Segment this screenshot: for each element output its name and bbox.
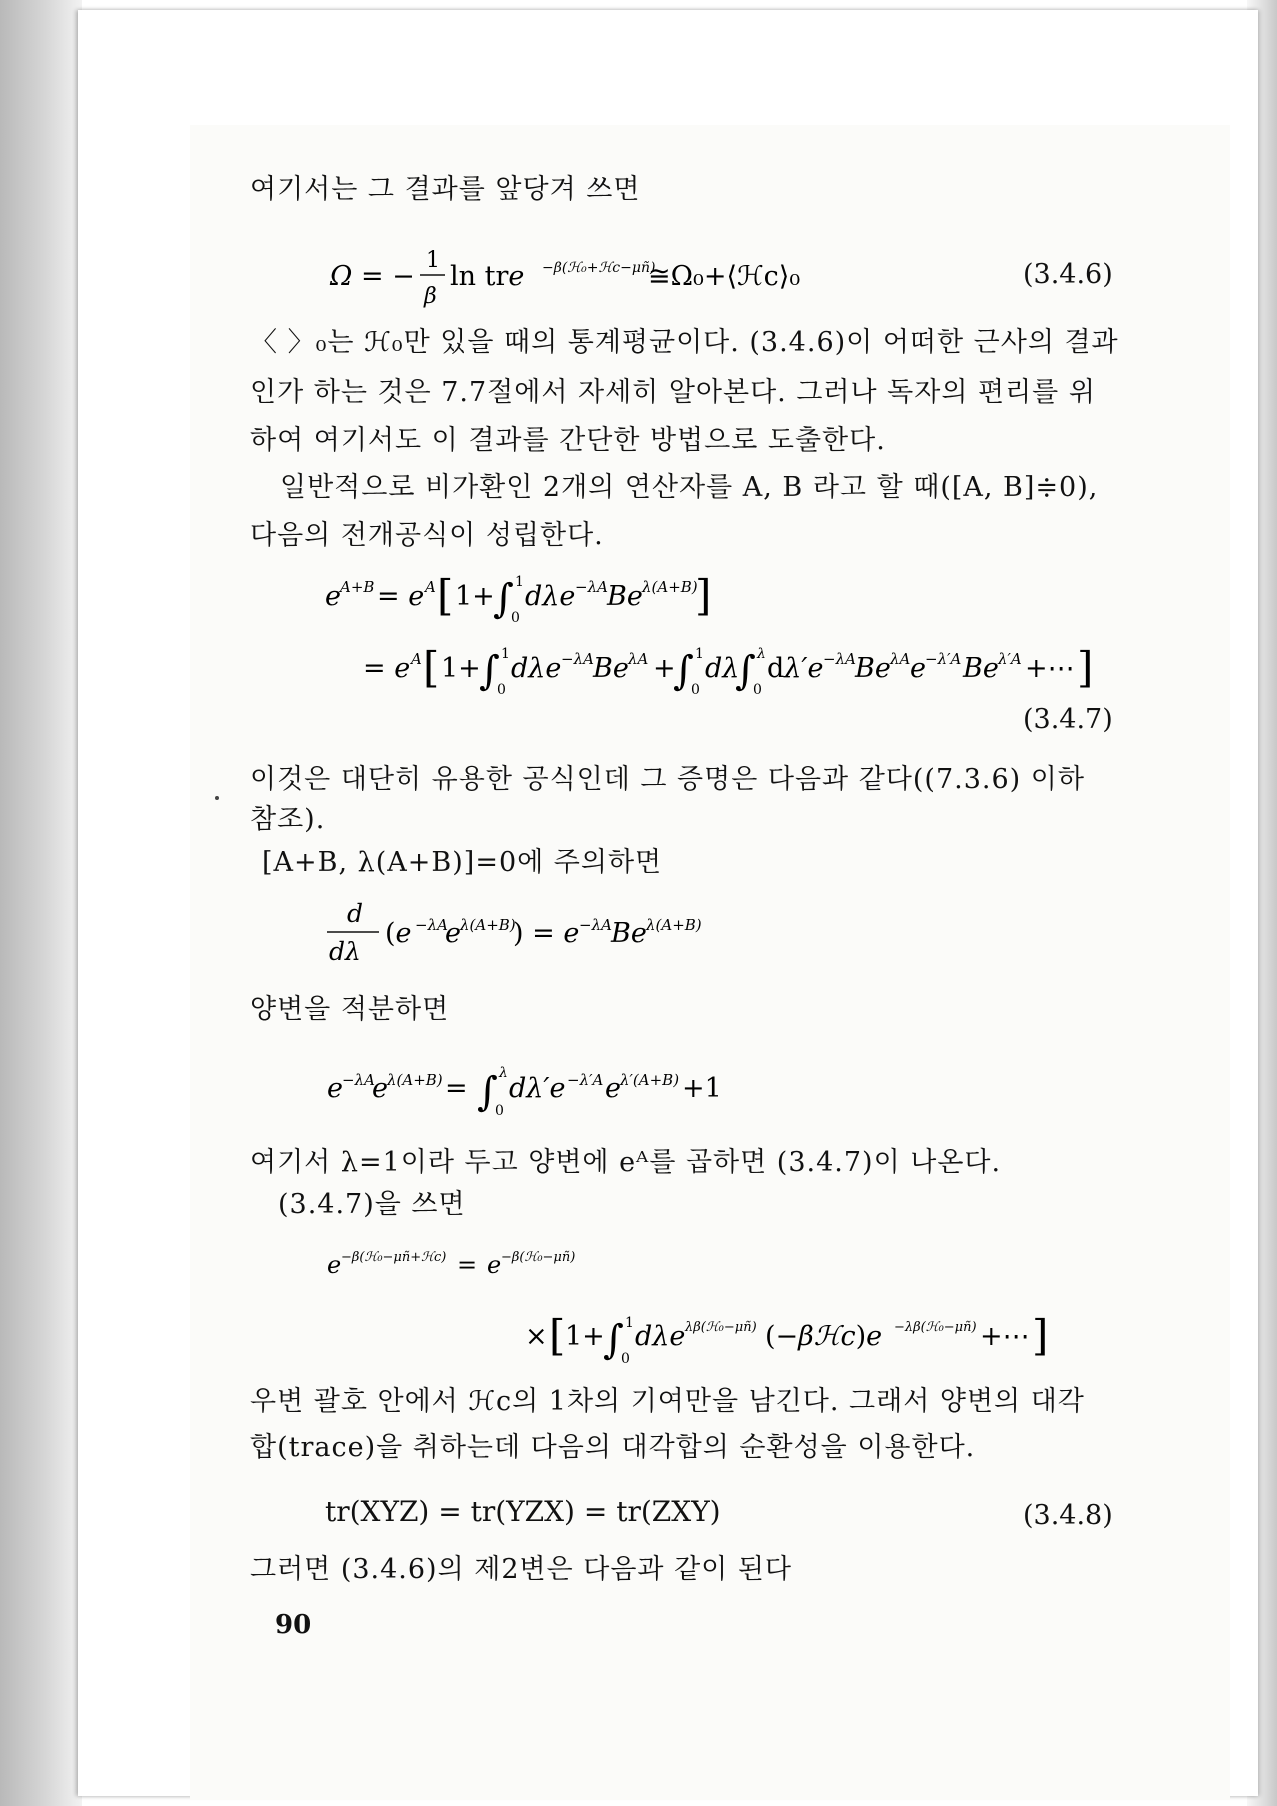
svg-text:1: 1 [515, 574, 524, 590]
svg-text:]: ] [1032, 1311, 1049, 1360]
svg-text:[: [ [437, 571, 454, 620]
equation-expansion [327, 1245, 1087, 1387]
svg-text:λ: λ [757, 646, 766, 662]
svg-text:1+: 1+ [455, 581, 495, 612]
svg-text:=: = [445, 1073, 468, 1104]
svg-text:e: e [605, 1073, 621, 1104]
equation-3-4-7 [325, 560, 1125, 732]
equation-3-4-7-render [325, 560, 1125, 720]
svg-text:≅Ω₀+⟨ℋc⟩₀: ≅Ω₀+⟨ℋc⟩₀ [648, 261, 801, 292]
text-line-6: 다음의 전개공식이 성립한다. [250, 520, 604, 551]
svg-text:(−βℋc)e: (−βℋc)e [765, 1321, 883, 1352]
svg-text:−λA: −λA [579, 916, 612, 934]
svg-text:e: e [372, 1073, 388, 1104]
text-line-2: 〈 〉₀는 ℋ₀만 있을 때의 통계평균이다. (3.4.6)이 어떠한 근사의 결과 [250, 327, 1119, 358]
text-line-1: 여기서는 그 결과를 앞당겨 쓰면 [250, 174, 641, 205]
svg-text:−λA: −λA [342, 1071, 375, 1089]
equation-3-4-6 [330, 245, 890, 327]
svg-text:dλ′e: dλ′e [509, 1073, 566, 1104]
svg-text:−λ′A: −λ′A [567, 1071, 604, 1089]
equation-derivative [327, 900, 747, 982]
svg-text:1: 1 [501, 646, 510, 662]
svg-text:∫: ∫ [479, 648, 500, 694]
svg-text:A: A [425, 578, 436, 596]
svg-text:e: e [327, 1073, 343, 1104]
equation-derivative-render [327, 900, 747, 970]
svg-text:1: 1 [695, 646, 704, 662]
svg-text:∫: ∫ [493, 576, 514, 622]
text-line-14: 합(trace)을 취하는데 다음의 대각합의 순환성을 이용한다. [250, 1432, 976, 1463]
svg-text:dλ: dλ [705, 653, 740, 684]
text-line-13: 우변 괄호 안에서 ℋc의 1차의 기여만을 남긴다. 그래서 양변의 대각 [250, 1386, 1085, 1417]
svg-text:1: 1 [625, 1315, 634, 1331]
svg-text:Be: Be [963, 653, 999, 684]
svg-text:+: + [653, 653, 676, 684]
svg-text:λ(A+B): λ(A+B) [642, 578, 698, 596]
svg-text:−λβ(ℋ₀−μñ): −λβ(ℋ₀−μñ) [894, 1320, 977, 1335]
svg-text:1+: 1+ [441, 653, 481, 684]
svg-text:β: β [424, 284, 437, 309]
svg-text:×: × [525, 1321, 548, 1352]
svg-text:e: e [487, 1251, 502, 1279]
svg-text:e: e [327, 1251, 342, 1279]
equation-integral-render [327, 1055, 787, 1125]
svg-text:λ′A: λ′A [998, 650, 1022, 668]
text-line-10: 양변을 적분하면 [250, 994, 450, 1025]
svg-text:e: e [445, 918, 461, 949]
svg-text:0: 0 [497, 682, 506, 698]
svg-text:dλe: dλe [635, 1321, 686, 1352]
svg-text:+⋯: +⋯ [980, 1321, 1030, 1352]
text-line-7: 이것은 대단히 유용한 공식인데 그 증명은 다음과 같다((7.3.6) 이하 [250, 764, 1085, 795]
svg-text:ln tre: ln tre [450, 261, 525, 292]
svg-text:Be: Be [593, 653, 629, 684]
svg-text:= e: = e [377, 581, 425, 612]
svg-text:[: [ [423, 643, 440, 692]
svg-text:A: A [411, 650, 422, 668]
svg-text:0: 0 [495, 1103, 504, 1119]
svg-text:dλe: dλe [511, 653, 562, 684]
svg-text:Ω = −: Ω = − [330, 261, 415, 292]
svg-text:−β(ℋ₀+ℋc−μñ): −β(ℋ₀+ℋc−μñ) [542, 260, 656, 276]
book-edge-left [0, 0, 82, 1806]
scan-speck [215, 796, 219, 800]
svg-text:λA: λA [890, 650, 911, 668]
svg-text:d: d [347, 899, 364, 928]
svg-text:=: = [457, 1251, 478, 1279]
svg-text:−λA: −λA [415, 916, 448, 934]
svg-text:[: [ [549, 1311, 566, 1360]
equation-integral [327, 1055, 787, 1137]
equation-number-3-4-6: (3.4.6) [1023, 259, 1113, 290]
equation-number-3-4-8: (3.4.8) [1023, 1500, 1113, 1531]
svg-text:λ(A+B): λ(A+B) [387, 1071, 443, 1089]
svg-text:Be: Be [607, 581, 643, 612]
svg-text:dλ′e: dλ′e [767, 653, 824, 684]
svg-text:Be: Be [611, 918, 647, 949]
svg-text:−λA: −λA [575, 578, 608, 596]
svg-text:A+B: A+B [340, 578, 375, 596]
equation-3-4-6-render [330, 245, 890, 315]
text-line-11: 여기서 λ=1이라 두고 양변에 eᴬ를 곱하면 (3.4.7)이 나온다. [250, 1147, 1002, 1178]
svg-text:0: 0 [691, 682, 700, 698]
text-line-9: [A+B, λ(A+B)]=0에 주의하면 [262, 847, 663, 878]
equation-expansion-render [327, 1245, 1087, 1375]
svg-text:]: ] [695, 571, 712, 620]
text-line-15: 그러면 (3.4.6)의 제2변은 다음과 같이 된다 [250, 1554, 793, 1585]
equation-3-4-8: tr(XYZ) = tr(YZX) = tr(ZXY) [325, 1495, 721, 1528]
svg-text:λ(A+B): λ(A+B) [646, 916, 702, 934]
svg-text:λβ(ℋ₀−μñ): λβ(ℋ₀−μñ) [685, 1320, 757, 1335]
svg-text:Be: Be [855, 653, 891, 684]
svg-text:−λA: −λA [823, 650, 856, 668]
svg-text:λ(A+B): λ(A+B) [460, 916, 516, 934]
svg-text:+⋯: +⋯ [1025, 653, 1075, 684]
text-line-3: 인가 하는 것은 7.7절에서 자세히 알아본다. 그러나 독자의 편리를 위 [250, 377, 1096, 408]
svg-text:0: 0 [511, 610, 520, 626]
text-line-8: 참조). [250, 804, 326, 835]
svg-text:0: 0 [621, 1351, 630, 1367]
svg-text:∫: ∫ [477, 1069, 498, 1115]
page-number: 90 [275, 1610, 312, 1640]
svg-text:λA: λA [628, 650, 649, 668]
svg-text:]: ] [1077, 643, 1094, 692]
svg-text:= e: = e [363, 653, 411, 684]
text-line-5: 일반적으로 비가환인 2개의 연산자를 A, B 라고 할 때([A, B]≑0), [280, 472, 1099, 503]
svg-text:(e: (e [385, 918, 412, 949]
svg-text:e: e [325, 581, 341, 612]
svg-text:−β(ℋ₀−μñ+ℋc): −β(ℋ₀−μñ+ℋc) [341, 1250, 447, 1265]
equation-number-3-4-7: (3.4.7) [1023, 704, 1113, 735]
svg-text:e: e [910, 653, 926, 684]
svg-text:dλe: dλe [525, 581, 576, 612]
svg-text:−λ′A: −λ′A [925, 650, 962, 668]
svg-text:) = e: ) = e [513, 918, 580, 949]
svg-text:∫: ∫ [603, 1317, 624, 1363]
svg-text:λ: λ [499, 1065, 508, 1081]
svg-text:1+: 1+ [565, 1321, 605, 1352]
svg-text:∫: ∫ [673, 648, 694, 694]
svg-text:∫: ∫ [735, 648, 756, 694]
svg-text:−β(ℋ₀−μñ): −β(ℋ₀−μñ) [501, 1250, 576, 1265]
svg-text:0: 0 [753, 682, 762, 698]
svg-text:dλ: dλ [329, 937, 361, 966]
text-line-12: (3.4.7)을 쓰면 [278, 1189, 466, 1220]
svg-text:1: 1 [426, 248, 440, 273]
svg-text:λ′(A+B): λ′(A+B) [620, 1071, 680, 1089]
svg-text:+1: +1 [682, 1073, 722, 1104]
text-line-4: 하여 여기서도 이 결과를 간단한 방법으로 도출한다. [250, 425, 886, 456]
svg-text:−λA: −λA [561, 650, 594, 668]
